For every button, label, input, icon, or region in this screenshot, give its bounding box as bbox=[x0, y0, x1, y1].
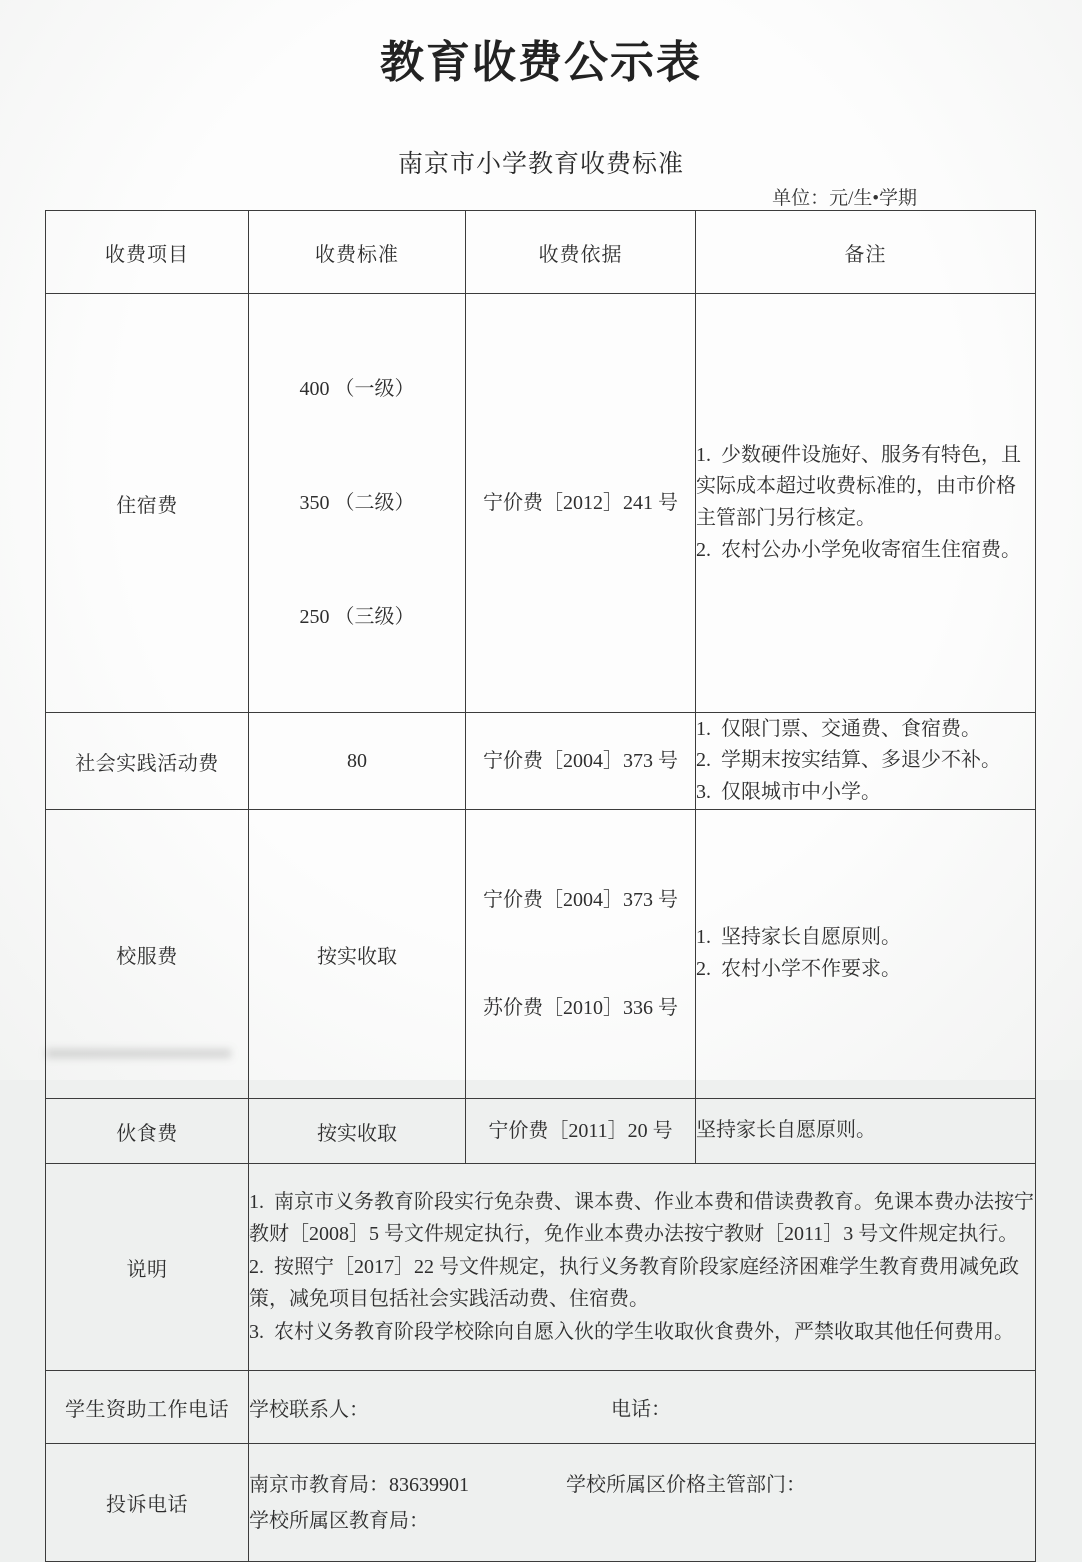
page-subtitle: 南京市小学教育收费标准 bbox=[397, 151, 684, 178]
row-accommodation bbox=[46, 294, 1036, 713]
social-practice-item-label: 社会实践活动费 bbox=[46, 713, 249, 810]
meal-standard: 按实收取 bbox=[249, 1099, 466, 1164]
note-line: 1. 南京市义务教育阶段实行免杂费、课本费、作业本费和借读费教育。免课本费办法按宁教财［2008］5 号文件规定执行，免作业本费办法按宁教财［2011］3 号文件规定执行。 bbox=[249, 1191, 1034, 1246]
uniform-item-label: 校服费 bbox=[46, 810, 249, 1099]
accommodation-remarks bbox=[696, 294, 1036, 713]
uniform-basis bbox=[466, 810, 696, 1099]
row-meal bbox=[46, 1099, 1036, 1164]
row-student-aid bbox=[46, 1371, 1036, 1444]
unit-label: 单位：元/生•学期 bbox=[772, 188, 917, 209]
remark-line: 2. 农村小学不作要求。 bbox=[696, 958, 901, 980]
social-practice-remarks bbox=[696, 713, 1036, 810]
standard-line: 250 （三级） bbox=[299, 606, 415, 628]
student-aid-content bbox=[249, 1371, 1036, 1444]
meal-remarks bbox=[696, 1099, 1036, 1164]
phone-label: 电话： bbox=[611, 1398, 671, 1421]
basis-line: 宁价费［2004］373 号 bbox=[483, 889, 678, 911]
complaint-line-2: 学校所属区教育局： bbox=[249, 1509, 429, 1532]
page-title: 教育收费公示表 bbox=[380, 38, 702, 87]
fee-table bbox=[45, 210, 1036, 1562]
remark-line: 1. 坚持家长自愿原则。 bbox=[696, 926, 901, 949]
header-fee-basis: 收费依据 bbox=[466, 211, 696, 294]
remark-line: 3. 仅限城市中小学。 bbox=[696, 780, 881, 803]
meal-item-label: 伙食费 bbox=[46, 1099, 249, 1164]
social-practice-standard: 80 bbox=[249, 713, 466, 810]
header-fee-item: 收费项目 bbox=[46, 211, 249, 294]
social-practice-basis: 宁价费［2004］373 号 bbox=[466, 713, 696, 810]
remark-line: 2. 学期末按实结算、多退少不补。 bbox=[696, 749, 1001, 772]
row-notes bbox=[46, 1164, 1036, 1371]
note-line: 2. 按照宁［2017］22 号文件规定，执行义务教育阶段家庭经济困难学生教育费用减免政策，减免项目包括社会实践活动费、住宿费。 bbox=[249, 1255, 1019, 1311]
row-complaint bbox=[46, 1444, 1036, 1562]
remark-line: 1. 仅限门票、交通费、食宿费。 bbox=[696, 717, 981, 740]
header-row bbox=[46, 211, 1036, 294]
header-fee-standard: 收费标准 bbox=[249, 211, 466, 294]
header-remark: 备注 bbox=[696, 211, 1036, 294]
standard-line: 400 （一级） bbox=[299, 378, 415, 400]
uniform-standard: 按实收取 bbox=[249, 810, 466, 1099]
complaint-content bbox=[249, 1444, 1036, 1562]
note-line: 3. 农村义务教育阶段学校除向自愿入伙的学生收取伙食费外，严禁收取其他任何费用。 bbox=[249, 1320, 1014, 1343]
row-social-practice bbox=[46, 713, 1036, 810]
district-price-department-label: 学校所属区价格主管部门： bbox=[566, 1473, 806, 1496]
accommodation-basis: 宁价费［2012］241 号 bbox=[466, 294, 696, 713]
complaint-line-1 bbox=[249, 1467, 1035, 1503]
accommodation-standard bbox=[249, 294, 466, 713]
complaint-label: 投诉电话 bbox=[46, 1444, 249, 1562]
city-education-bureau-phone: 南京市教育局：83639901 bbox=[249, 1473, 469, 1496]
photo-shadow-artifact bbox=[46, 1049, 231, 1058]
uniform-remarks bbox=[696, 810, 1036, 1099]
student-aid-label: 学生资助工作电话 bbox=[46, 1371, 249, 1444]
notes-label: 说明 bbox=[46, 1164, 249, 1371]
standard-line: 350 （二级） bbox=[299, 492, 415, 514]
remark-line: 坚持家长自愿原则。 bbox=[696, 1119, 876, 1142]
school-contact-label: 学校联系人： bbox=[249, 1398, 369, 1421]
remark-line: 1. 少数硬件设施好、服务有特色，且实际成本超过收费标准的，由市价格主管部门另行核定。 bbox=[696, 443, 1021, 529]
notes-content bbox=[249, 1164, 1036, 1371]
remark-line: 2. 农村公办小学免收寄宿生住宿费。 bbox=[696, 538, 1021, 561]
accommodation-item-label: 住宿费 bbox=[46, 294, 249, 713]
meal-basis: 宁价费［2011］20 号 bbox=[466, 1099, 696, 1164]
basis-line: 苏价费［2010］336 号 bbox=[483, 997, 678, 1019]
